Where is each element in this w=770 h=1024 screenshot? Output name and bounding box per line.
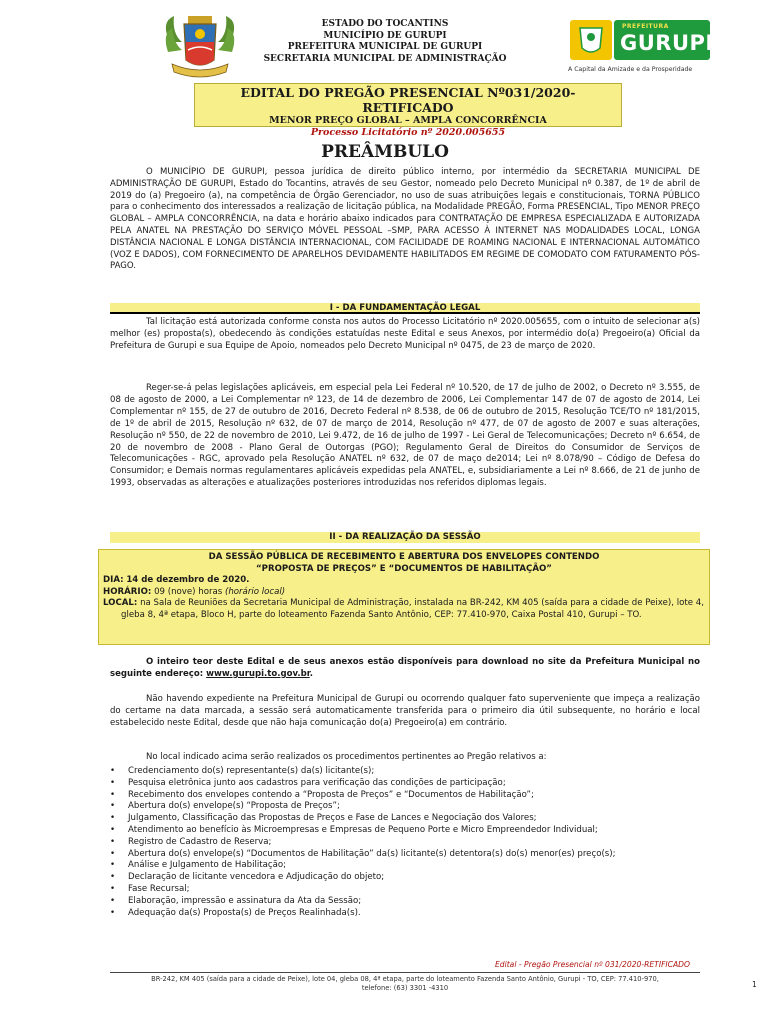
session-location [103,598,705,621]
header-secretariat: SECRETARIA MUNICIPAL DE ADMINISTRAÇÃO [263,53,507,64]
session-date [103,575,705,587]
document-header [0,12,770,82]
footer-address-block [110,975,700,993]
list-item: • Abertura do(s) envelope(s) “Documentos de Habilitação” da(s) licitante(s) detentora(s) do(s) menor(es) preço(s); [110,849,710,861]
header-state: ESTADO DO TOCANTINS [321,19,449,29]
section-1-paragraph-2: Reger-se-á pelas legislações aplicáveis, em especial pela Lei Federal nº 10.520, de 17 de julho de 2002, o Decreto nº 3.555, de 08 de agosto de 2000, a Lei Complementar nº 123, de 14 de dezembro de 2006, Lei Complementar 147 de 07 de agosto de 2014, Lei Complementar nº 155, de 27 de outubro de 2016, Decreto Federal nº 8.538, de 06 de outubro de 2015, Resolução TCE/TO nº 181/2015, de 1º de abril de 2015, Resolução nº 632, de 07 de março de 2014, Resolução nº 477, de 07 de agosto de 2007 e suas alterações, Resolução nº 550, de 22 de novembro de 2010, Lei 9.472, de 16 de julho de 1997 - Lei Geral de Telecomunicações; Decreto nº 6.654, de 20 de novembro de 2008 - Plano Geral de Outorgas (PGO); Regulamento Geral de Direitos do Consumidor de Serviços de Telecomunicações - RGC, aprovado pela Resolução ANATEL nº 632, de 07 de maço de2014; Lei nº 8.078/90 – Código de Defesa do Consumidor; e Demais normas regulamentares aplicáveis expedidas pela ANATEL, e, subsidiariamente a Lei nº 8.666, de 21 de junho de 1993, observadas as alterações e atualizações posteriores introduzidas nos referidos diplomas legais. [110,383,700,489]
footer-divider [110,972,700,973]
list-item: • Elaboração, impressão e assinatura da Ata da Sessão; [110,896,710,908]
page-number: 1 [752,980,757,989]
logo-prefeitura: PREFEITURA [622,23,669,30]
header-institution [250,19,520,65]
download-notice: O inteiro teor deste Edital e de seus anexos estão disponíveis para download no site da Prefeitura Municipal no seguinte endereço: www.gurupi.to.gov.br. [110,657,700,679]
list-item: • Declaração de licitante vencedora e Adjudicação do objeto; [110,872,710,884]
process-number: Processo Licitatório nº 2020.005655 [310,127,506,138]
list-item: • Recebimento dos envelopes contendo a “Proposta de Preços” e “Documentos de Habilitação”; [110,790,710,802]
list-item: • Abertura do(s) envelope(s) “Proposta de Preços”; [110,801,710,813]
location-label: LOCAL: [103,598,138,609]
list-item: • Análise e Julgamento de Habilitação; [110,860,710,872]
preambulo-paragraph: O MUNICÍPIO DE GURUPI, pessoa jurídica de direito público interno, por intermédio da SECRETARIA MUNICIPAL DE ADMINISTRAÇÃO DE GURUPI, Estado do Tocantins, através de seu Gestor, nomeado pelo Decreto Municipal nº 0.387, de 1º de abril de 2019 do (a) Pregoeiro (a), na competência de Órgão Gerenciador, no uso de suas atribuições legais e constitucionais, TORNA PÚBLICO para o conhecimento dos interessados a realização de licitação pública, na Modalidade PREGÃO, Forma PRESENCIAL, Tipo MENOR PREÇO GLOBAL – AMPLA CONCORRÊNCIA, na data e horário abaixo indicados para CONTRATAÇÃO DE EMPRESA ESPECIALIZADA E AUTORIZADA PELA ANATEL NA PRESTAÇÃO DO SERVIÇO MÓVEL PESSOAL –SMP, PARA ACESSO À INTERNET NAS MODALIDADES LOCAL, LONGA DISTÂNCIA NACIONAL E LONGA DISTÂNCIA INTERNACIONAL, COM FACILIDADE DE ROAMING NACIONAL E INTERNACIONAL AUTOMÁTICO (VOZ E DADOS), COM FORNECIMENTO DE APARELHOS DEVIDAMENTE HABILITADOS EM REGIME DE COMODATO COM FATURAMENTO PÓS-PAGO. [110,167,700,272]
logo-emblem [570,20,612,60]
logo-gurupi: GURUPI [620,31,714,55]
date-value: 14 de dezembro de 2020. [126,575,250,586]
download-link[interactable]: www.gurupi.to.gov.br [206,668,310,679]
footer-phone: telefone: (63) 3301 -4310 [361,984,449,992]
footer-address: BR-242, KM 405 (saída para a cidade de Peixe), lote 04, gleba 08, 4ª etapa, parte do loteamento Fazenda Santo Antônio, Gurupi - TO, CEP: 77.410-970, [151,975,659,983]
session-box-title-2: “PROPOSTA DE PREÇOS” E “DOCUMENTOS DE HABILITAÇÃO” [256,563,552,574]
edital-title: EDITAL DO PREGÃO PRESENCIAL Nº031/2020-RETIFICADO [240,85,576,115]
logo-tagline: A Capital da Amizade e da Prosperidade [568,66,693,73]
time-label: HORÁRIO: [103,586,152,597]
list-item: • Pesquisa eletrônica junto aos cadastros para verificação das condições de participação; [110,778,710,790]
time-note: (horário local) [224,586,286,597]
edital-subtitle: MENOR PREÇO GLOBAL – AMPLA CONCORRÊNCIA [269,115,547,126]
list-item: • Credenciamento do(s) representante(s) da(s) licitante(s); [110,766,710,778]
preambulo-heading: PREÂMBULO [321,142,449,162]
time-value: 09 (nove) horas [154,586,223,597]
list-item: • Adequação da(s) Proposta(s) de Preços Realinhada(s). [110,908,710,920]
list-item: • Atendimento ao benefício às Microempresas e Empresas de Pequeno Porte e Micro Empreendedor Individual; [110,825,710,837]
session-time [103,587,705,599]
session-box-title-1: DA SESSÃO PÚBLICA DE RECEBIMENTO E ABERTURA DOS ENVELOPES CONTENDO [208,552,600,562]
expediente-paragraph: Não havendo expediente na Prefeitura Municipal de Gurupi ou ocorrendo qualquer fato superveniente que impeça a realização do certame na data marcada, a sessão será automaticamente transferida para o primeiro dia útil subsequente, no horário e local estabelecido neste Edital, desde que não haja comunicação do(a) Pregoeiro(a) em contrário. [110,694,700,728]
location-value: na Sala de Reuniões da Secretaria Municipal de Administração, instalada na BR-242, KM 405 (saída para a cidade de Peixe), lote 4, gleba 8, 4ª etapa, Bloco H, parte do loteamento Fazenda Santo Antônio, CEP: 77.410-970, Caixa Postal 410, Gurupi – TO. [121,598,704,620]
edital-title-box [194,83,622,138]
gurupi-logo-icon [566,20,716,84]
section-1-heading: I - DA FUNDAMENTAÇÃO LEGAL [110,303,700,314]
section-2-heading: II - DA REALIZAÇÃO DA SESSÃO [110,532,700,543]
date-label: DIA: [103,575,124,586]
procedures-intro: No local indicado acima serão realizados os procedimentos pertinentes ao Pregão relativos a: [146,752,547,762]
procedures-list [110,766,710,919]
list-item: • Fase Recursal; [110,884,710,896]
header-municipality: MUNICÍPIO DE GURUPI [323,30,447,41]
list-item: • Julgamento, Classificação das Propostas de Preços e Fase de Lances e Negociação dos Valores; [110,813,710,825]
section-1-paragraph-1: Tal licitação está autorizada conforme consta nos autos do Processo Licitatório nº 2020.005655, com o intuito de selecionar a(s) melhor (es) proposta(s), obedecendo às condições estatuídas neste Edital e seus Anexos, por intermédio do(a) Pregoeiro(a) Oficial da Prefeitura de Gurupi e sua Equipe de Apoio, nomeados pelo Decreto Municipal nº 0475, de 23 de março de 2020. [110,317,700,351]
municipal-seal-icon [160,12,240,82]
list-item: • Registro de Cadastro de Reserva; [110,837,710,849]
session-info-box [98,549,710,645]
header-prefecture: PREFEITURA MUNICIPAL DE GURUPI [287,42,483,52]
download-text: O inteiro teor deste Edital e de seus anexos estão disponíveis para download no site da Prefeitura Municipal no seguinte endereço: [110,657,700,679]
footer-reference: Edital - Pregão Presencial nº 031/2020-RETIFICADO [494,960,690,969]
